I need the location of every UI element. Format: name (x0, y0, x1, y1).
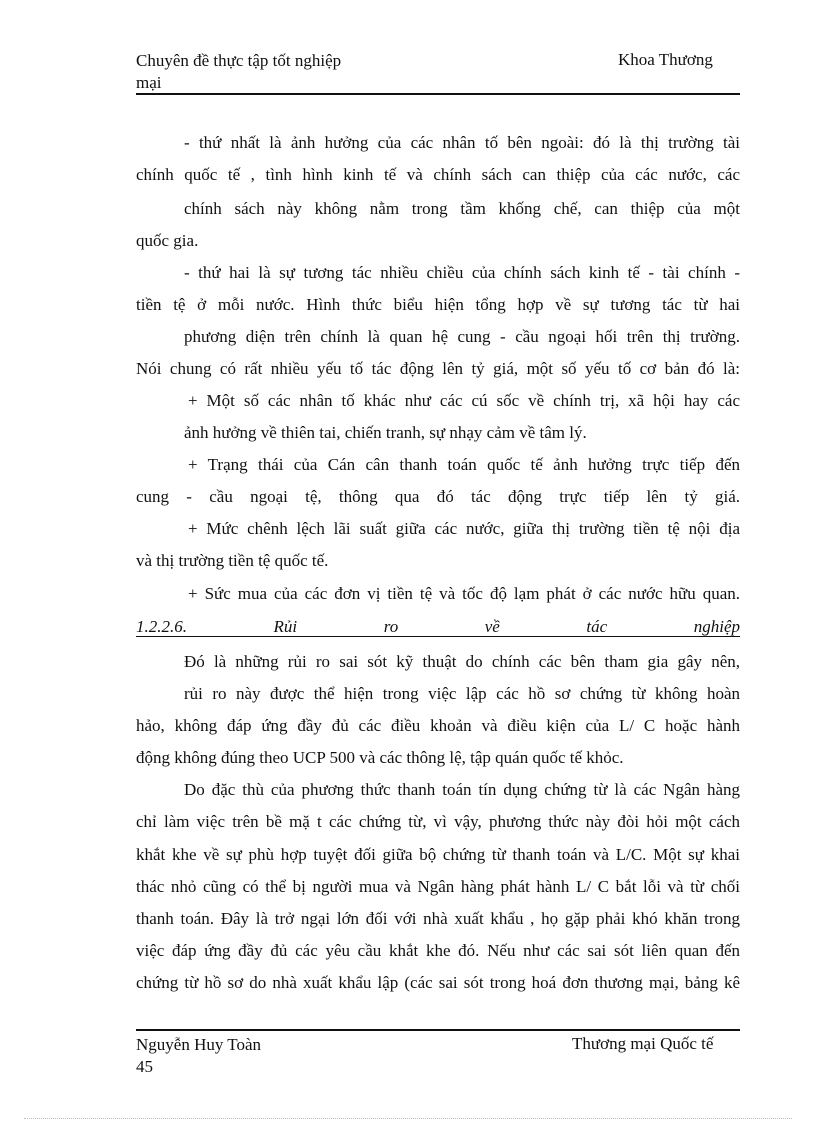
body-line: động không đúng theo UCP 500 và các thông lệ, tập quán quốc tế khỏc. (136, 748, 624, 767)
body-line: + Mức chênh lệch lãi suất giữa các nước, giữa thị trường tiền tệ nội địa (188, 519, 740, 538)
body-line: Đó là những rủi ro sai sót kỹ thuật do chính các bên tham gia gây nên, (184, 652, 740, 671)
header-title: Chuyên đề thực tập tốt nghiệp (136, 51, 342, 70)
body-line: chính quốc tế , tình hình kinh tế và chính sách can thiệp của các nước, các (136, 165, 740, 184)
body-line: rủi ro này được thể hiện trong việc lập các hồ sơ chứng từ không hoàn (184, 684, 740, 703)
header-rule (136, 93, 740, 95)
body-line: thanh toán. Đây là trở ngại lớn đối với nhà xuất khẩu , họ gặp phải khó khăn trong (136, 909, 740, 928)
heading-word: nghiệp (693, 617, 740, 636)
footer-rule (136, 1029, 740, 1031)
header-department: Khoa Thương (618, 50, 713, 69)
body-line: tiền tệ ở mỗi nước. Hình thức biểu hiện tổng hợp về sự tương tác từ hai (136, 295, 740, 314)
body-line: việc đáp ứng đầy đủ các yêu cầu khắt khe đó. Nếu như các sai sót liên quan đến (136, 941, 740, 960)
body-line: + Sức mua của các đơn vị tiền tệ và tốc độ lạm phát ở các nước hữu quan. (188, 584, 740, 603)
body-line: + Trạng thái của Cán cân thanh toán quốc tế ảnh hưởng trực tiếp đến (188, 455, 740, 474)
body-line: chỉ làm việc trên bề mặ t các chứng từ, vì vậy, phương thức này đòi hỏi một cách (136, 812, 740, 831)
body-line: ảnh hưởng về thiên tai, chiến tranh, sự nhạy cảm về tâm lý. (184, 423, 587, 442)
body-line: Nói chung có rất nhiều yếu tố tác động lên tỷ giá, một số yếu tố cơ bản đó là: (136, 359, 740, 378)
heading-word: 1.2.2.6. (136, 617, 187, 636)
body-line: - thứ nhất là ảnh hưởng của các nhân tố bên ngoài: đó là thị trường tài (184, 133, 740, 152)
page-edge-dotted-line (24, 1118, 792, 1119)
heading-word: ro (383, 617, 399, 636)
body-line: khắt khe về sự phù hợp tuyệt đối giữa bộ chứng từ thanh toán và L/C. Một sự khai (136, 845, 740, 864)
header-title-cont: mại (136, 73, 162, 92)
heading-word: Rủi (273, 617, 298, 636)
body-line: phương diện trên chính là quan hệ cung - cầu ngoại hối trên thị trường. (184, 327, 740, 346)
body-line: quốc gia. (136, 231, 199, 250)
body-line: + Một số các nhân tố khác như các cú sốc về chính trị, xã hội hay các (188, 391, 740, 410)
body-line: - thứ hai là sự tương tác nhiều chiều của chính sách kinh tế - tài chính - (184, 263, 740, 282)
body-line: chính sách này không nằm trong tầm khống chế, can thiệp của một (184, 199, 740, 218)
footer-major: Thương mại Quốc tế (572, 1034, 714, 1053)
body-line: cung - cầu ngoại tệ, thông qua đó tác động trực tiếp lên tỷ giá. (136, 487, 740, 506)
header-left (136, 50, 396, 94)
body-line: Do đặc thù của phương thức thanh toán tín dụng chứng từ là các Ngân hàng (184, 780, 740, 799)
page-number: 45 (136, 1057, 153, 1076)
body-line: thác nhỏ cũng có thể bị người mua và Ngân hàng phát hành L/ C bắt lỗi và từ chối (136, 877, 740, 896)
footer-author: Nguyễn Huy Toàn (136, 1035, 262, 1054)
body-line: chứng từ hồ sơ do nhà xuất khẩu lập (các sai sót trong hoá đơn thương mại, bảng kê (136, 973, 740, 992)
footer-left (136, 1034, 261, 1078)
heading-word: về (484, 617, 500, 636)
heading-word: tác (586, 617, 608, 636)
body-line: hảo, không đáp ứng đầy đủ các điều khoản và điều kiện của L/ C hoặc hành (136, 716, 740, 735)
body-line: và thị trường tiền tệ quốc tế. (136, 551, 329, 570)
section-heading (136, 618, 740, 637)
